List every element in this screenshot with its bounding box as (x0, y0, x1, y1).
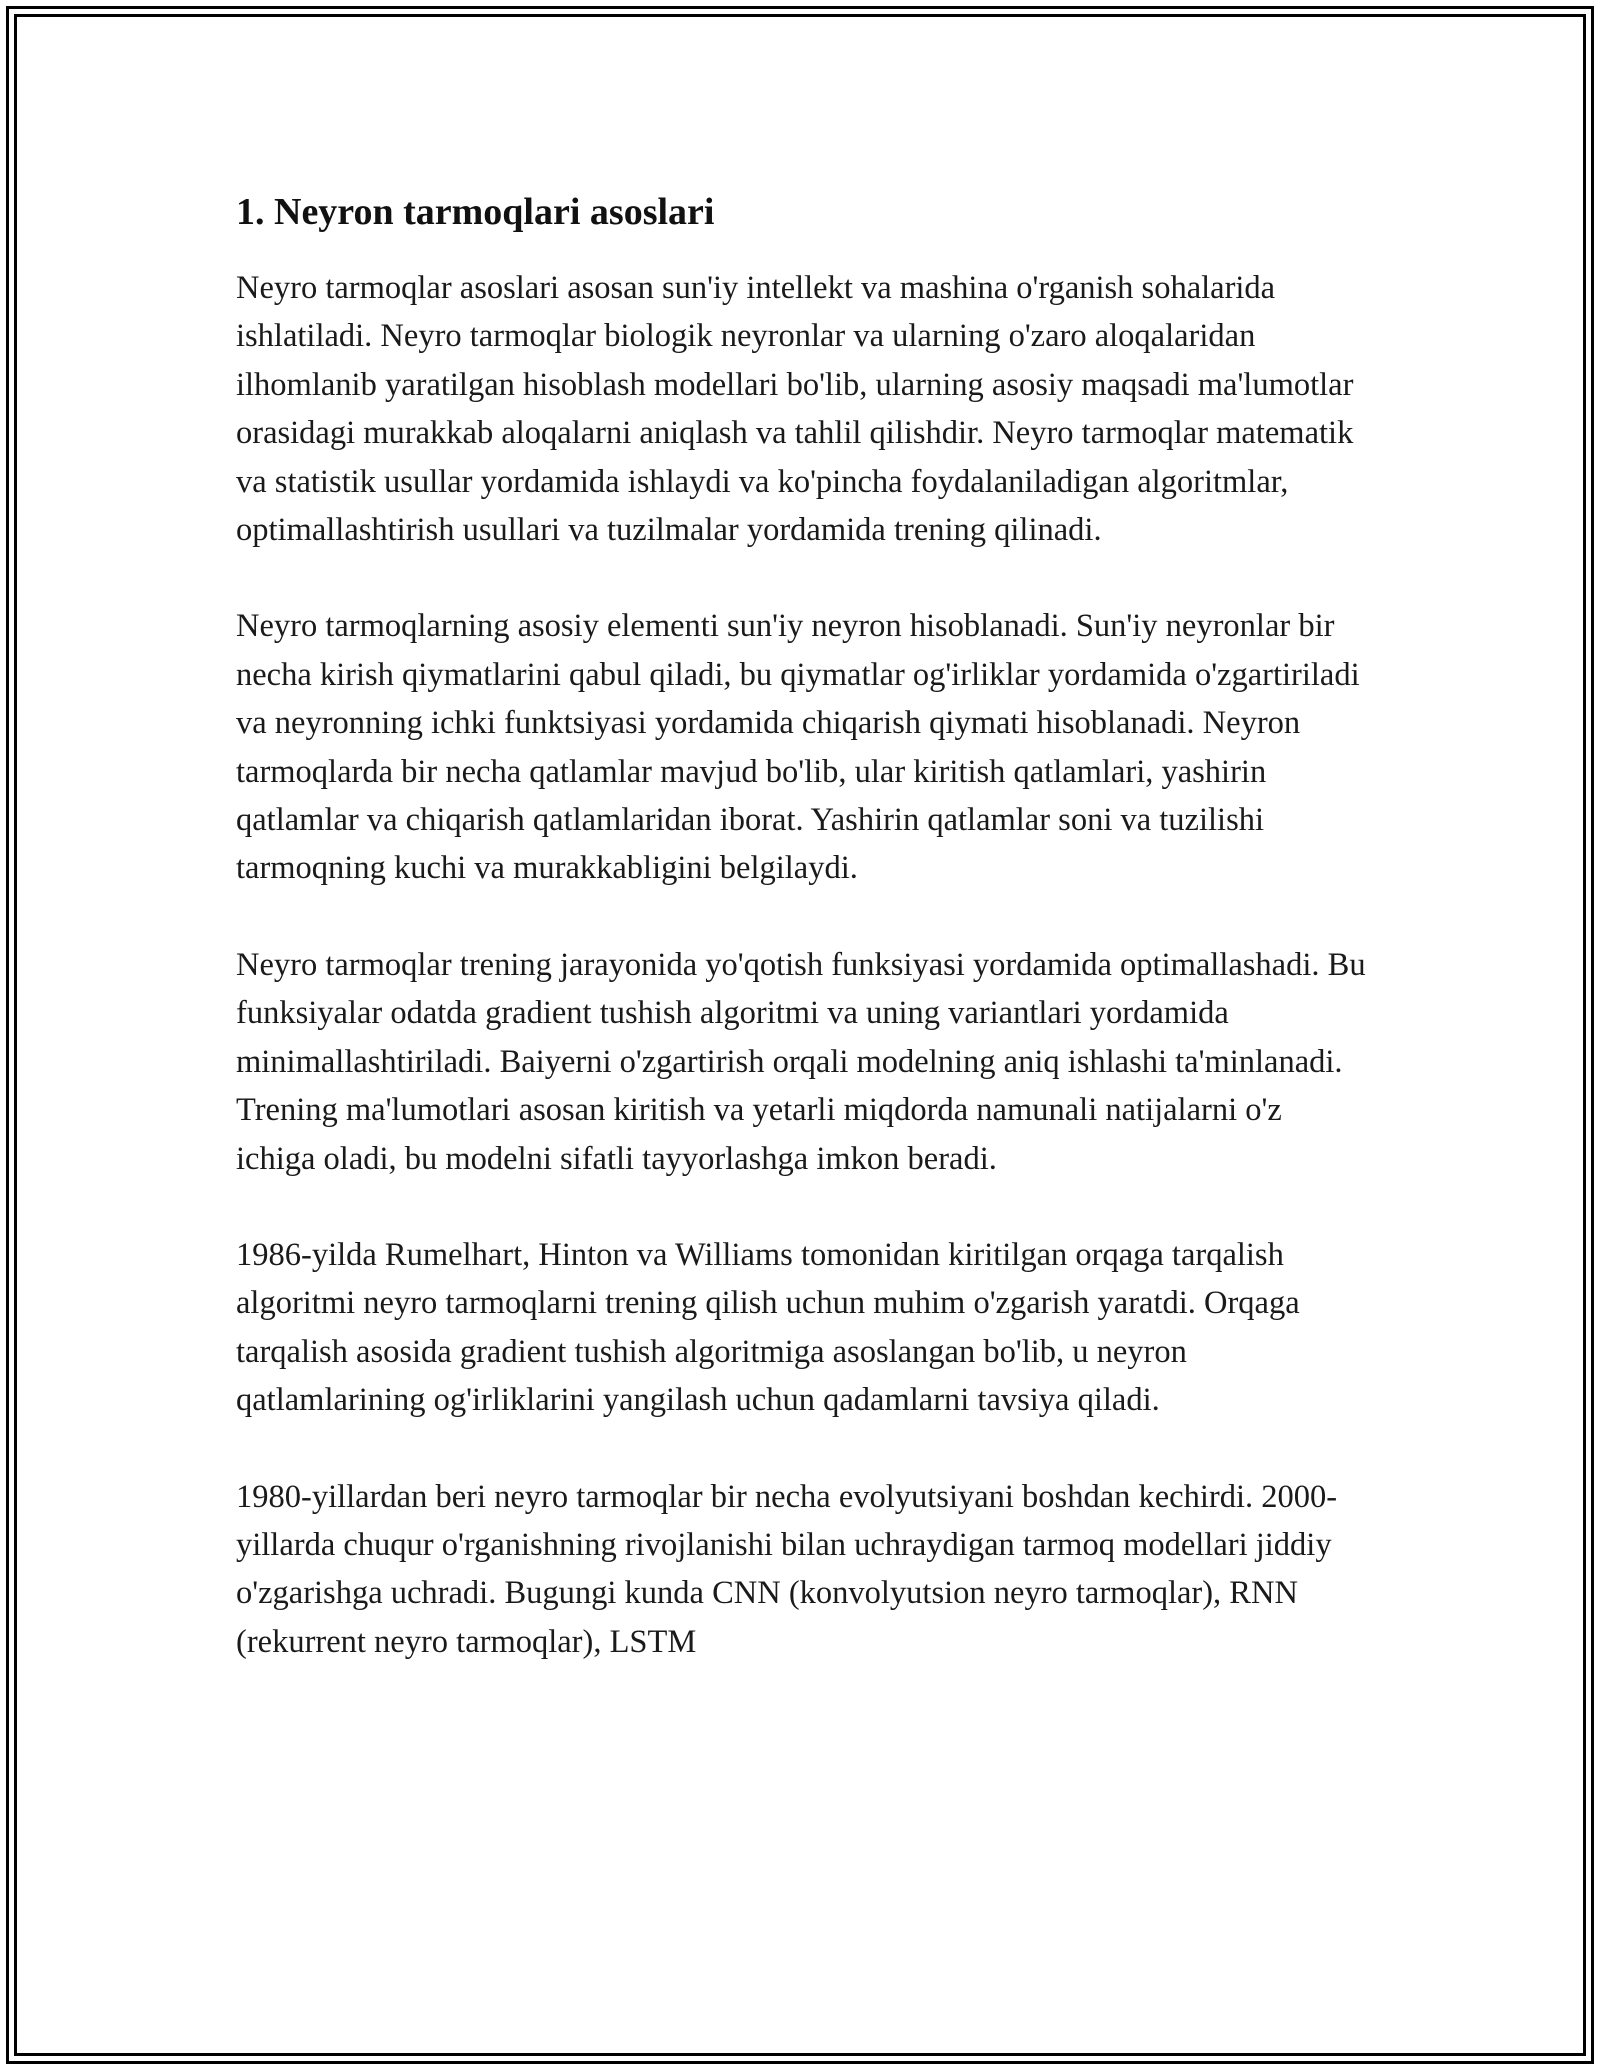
paragraph-1: Neyro tarmoqlar asoslari asosan sun'iy intellekt va mashina o'rganish sohalarida ishlatiladi. Neyro tarmoqlar biologik neyronlar va ularning o'zaro aloqalaridan ilhomlanib yaratilgan hisoblash modellari bo'lib, ularning asosiy maqsadi ma'lumotlar orasidagi murakkab aloqalarni aniqlash va tahlil qilishdir. Neyro tarmoqlar matematik va statistik usullar yordamida ishlaydi va ko'pincha foydalaniladigan algoritmlar, optimallashtirish usullari va tuzilmalar yordamida trening qilinadi. (236, 270, 1354, 549)
section-heading: 1. Neyron tarmoqlari asoslari (236, 191, 715, 233)
document-body (236, 188, 1366, 1714)
paragraph-5: 1980-yillardan beri neyro tarmoqlar bir necha evolyutsiyani boshdan kechirdi. 2000-yillarda chuqur o'rganishning rivojlanishi bilan uchraydigan tarmoq modellari jiddiy o'zgarishga uchradi. Bugungi kunda CNN (konvolyutsion neyro tarmoqlar), RNN (rekurrent neyro tarmoqlar), LSTM (236, 1478, 1338, 1660)
paragraph-2: Neyro tarmoqlarning asosiy elementi sun'iy neyron hisoblanadi. Sun'iy neyronlar bir necha kirish qiymatlarini qabul qiladi, bu qiymatlar og'irliklar yordamida o'zgartiriladi va neyronning ichki funktsiyasi yordamida chiqarish qiymati hisoblanadi. Neyron tarmoqlarda bir necha qatlamlar mavjud bo'lib, ular kiritish qatlamlari, yashirin qatlamlar va chiqarish qatlamlaridan iborat. Yashirin qatlamlar soni va tuzilishi tarmoqning kuchi va murakkabligini belgilaydi. (236, 608, 1360, 887)
paragraph-4: 1986-yilda Rumelhart, Hinton va Williams tomonidan kiritilgan orqaga tarqalish algoritmi neyro tarmoqlarni trening qilish uchun muhim o'zgarish yaratdi. Orqaga tarqalish asosida gradient tushish algoritmiga asoslangan bo'lib, u neyron qatlamlarining og'irliklarini yangilash uchun qadamlarni tavsiya qiladi. (236, 1236, 1300, 1419)
paragraph-3: Neyro tarmoqlar trening jarayonida yo'qotish funksiyasi yordamida optimallashadi. Bu funksiyalar odatda gradient tushish algoritmi va uning variantlari yordamida minimallashtiriladi. Baiyerni o'zgartirish orqali modelning aniq ishlashi ta'minlanadi. Trening ma'lumotlari asosan kiritish va yetarli miqdorda namunali natijalarni o'z ichiga oladi, bu modelni sifatli tayyorlashga imkon beradi. (236, 946, 1366, 1177)
